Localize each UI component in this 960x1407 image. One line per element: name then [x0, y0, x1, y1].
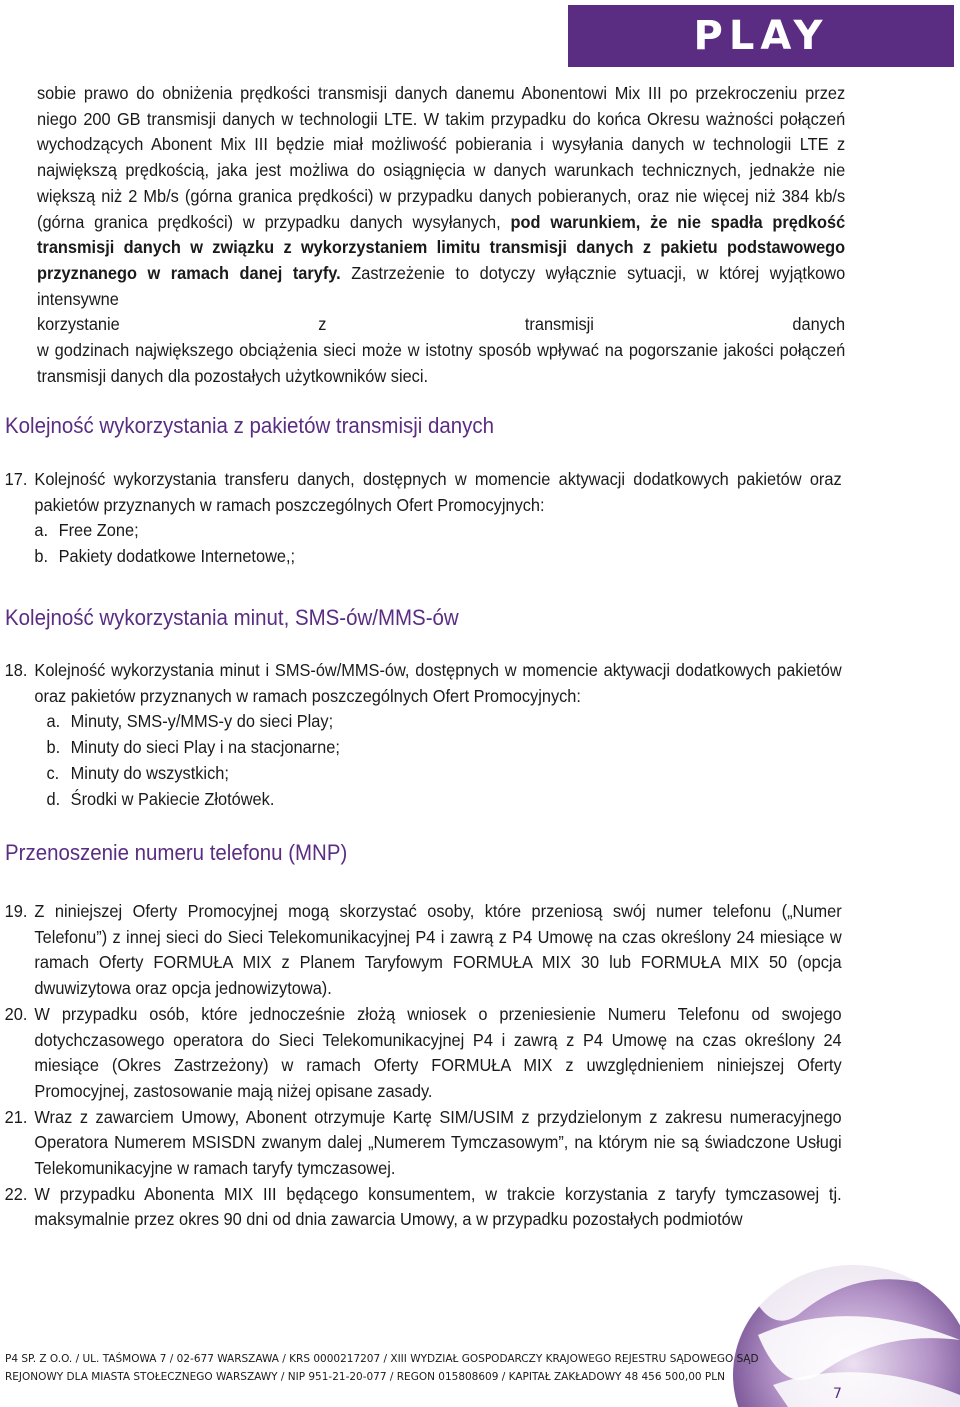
list-item	[0, 1002, 842, 1105]
item-number: 17.	[4, 469, 28, 489]
sub-letter: b.	[34, 546, 49, 567]
section-heading-minutes-order: Kolejność wykorzystania minut, SMS-ów/MMS-ów	[5, 605, 459, 630]
intro-text-1: sobie prawo do obniżenia prędkości transmisji danych danemu Abonentowi Mix III po przekroczeniu przez niego 200 GB transmisji danych w technologii LTE. W takim przypadku do końca Okresu ważności połączeń wychodzących Abonent Mix III będzie miał możliwość pobierania i wysyłania danych w technologii LTE z największą prędkością, jaka jest możliwa do osiągnięcia w danych warunkach technicznych, jednakże nie większą niż 2 Mb/s (górna granica prędkości) w przypadku danych pobieranych, oraz nie więcej niż 384 kb/s (górna granica prędkości) w przypadku danych wysyłanych,	[37, 83, 846, 232]
item-text: W przypadku osób, które jednocześnie złożą wniosek o przeniesienie Numeru Telefonu od swojego dotychczasowego operatora do Sieci Telekomunikacyjnej P4 i zawrą z P4 Umowę na czas określony 24 miesiące (Okres Zastrzeżony) w ramach Oferty FORMUŁA MIX z uwzględnieniem niniejszej Oferty Promocyjnej, zastosowanie mają niżej opisane zasady.	[34, 1003, 842, 1101]
footer-line: P4 SP. Z O.O. / UL. TAŚMOWA 7 / 02-677 WARSZAWA / KRS 0000217207 / XIII WYDZIAŁ GOSPODARCZY KRAJOWEGO REJESTRU SĄDOWEGO SĄD	[5, 1353, 759, 1365]
footer	[5, 1350, 865, 1386]
section-mnp	[0, 899, 842, 1233]
spread-word: korzystanie	[37, 314, 120, 335]
section-data-order	[0, 467, 842, 570]
section-heading-mnp: Przenoszenie numeru telefonu (MNP)	[5, 840, 348, 865]
sub-text: Minuty do sieci Play i na stacjonarne;	[70, 737, 340, 758]
sub-letter: c.	[46, 762, 60, 783]
page-number: 7	[833, 1386, 842, 1402]
sub-text: Free Zone;	[58, 520, 139, 541]
sub-letter: d.	[46, 788, 61, 809]
item-text: W przypadku Abonenta MIX III będącego konsumentem, w trakcie korzystania z taryfy tymczasowej tj. maksymalnie przez okres 90 dni od dnia zawarcia Umowy, a w przypadku pozostałych podmiotów	[34, 1183, 842, 1230]
sub-item	[34, 709, 841, 735]
spread-word: transmisji	[524, 314, 594, 335]
footer-line: REJONOWY DLA MIASTA STOŁECZNEGO WARSZAWY / NIP 951-21-20-077 / REGON 015808609 / KAPITAŁ ZAKŁADOWY 48 456 500,00 PLN	[5, 1371, 725, 1383]
section-heading-data-order: Kolejność wykorzystania z pakietów transmisji danych	[5, 413, 494, 438]
sub-item	[34, 787, 841, 813]
sub-letter: b.	[46, 737, 61, 758]
intro-bold-text: pod warunkiem, że nie spadła prędkość transmisji danych w związku z wykorzystaniem limitu transmisji danych z pakietu podstawowego przyznanego w ramach danej taryfy.	[37, 211, 846, 283]
sub-text: Minuty do wszystkich;	[70, 762, 229, 783]
logo-text: PLAY	[693, 13, 829, 59]
list-item	[0, 658, 842, 812]
spread-word: z	[318, 314, 327, 335]
spread-word: danych	[792, 314, 846, 335]
intro-text-2: Zastrzeżenie to dotyczy wyłącznie sytuacji, w której wyjątkowo intensywne	[37, 262, 846, 309]
section-minutes-order	[0, 658, 842, 812]
list-item	[0, 1182, 842, 1233]
intro-paragraph	[37, 81, 845, 389]
sub-text: Minuty, SMS-y/MMS-y do sieci Play;	[70, 711, 334, 732]
item-text: Kolejność wykorzystania minut i SMS-ów/MMS-ów, dostępnych w momencie aktywacji dodatkowych pakietów oraz pakietów przyznanych w ramach poszczególnych Ofert Promocyjnych:	[34, 660, 842, 706]
item-number: 20.	[4, 1003, 28, 1024]
list-item	[0, 899, 842, 1002]
list-item	[0, 467, 842, 570]
intro-spread-line	[37, 312, 845, 338]
list-item	[0, 1105, 842, 1182]
item-text: Wraz z zawarciem Umowy, Abonent otrzymuje Kartę SIM/USIM z przydzielonym z zakresu numeracyjnego Operatora Numerem MSISDN zwanym dalej „Numerem Tymczasowym”, na którym nie są świadczone Usługi Telekomunikacyjne w ramach taryfy tymczasowej.	[34, 1106, 842, 1179]
sub-text: Środki w Pakiecie Złotówek.	[70, 788, 275, 809]
intro-text-3: w godzinach największego obciążenia sieci może w istotny sposób wpływać na pogorszanie jakości połączeń transmisji danych dla pozostałych użytkowników sieci.	[37, 340, 846, 386]
sub-item	[34, 761, 841, 787]
sub-letter: a.	[34, 520, 49, 541]
sub-text: Pakiety dodatkowe Internetowe,;	[58, 546, 296, 567]
sub-item	[34, 544, 841, 570]
sub-item	[34, 518, 841, 544]
play-logo	[568, 5, 954, 67]
item-text: Z niniejszej Oferty Promocyjnej mogą skorzystać osoby, które przeniosą swój numer telefonu („Numer Telefonu”) z innej sieci do Sieci Telekomunikacyjnej P4 i zawrą z P4 Umowę na czas określony 24 miesiące w ramach Oferty FORMUŁA MIX z Planem Taryfowym FORMUŁA MIX 30 lub FORMUŁA MIX 50 (opcja dwuwizytowa oraz opcja jednowizytowa).	[34, 901, 842, 999]
item-text: Kolejność wykorzystania transferu danych, dostępnych w momencie aktywacji dodatkowych pakietów oraz pakietów przyznanych w ramach poszczególnych Ofert Promocyjnych:	[34, 469, 842, 515]
sub-letter: a.	[46, 711, 61, 732]
item-number: 18.	[4, 660, 28, 680]
sub-item	[34, 735, 841, 761]
item-number: 19.	[4, 901, 28, 921]
item-number: 21.	[4, 1106, 28, 1127]
item-number: 22.	[4, 1183, 28, 1204]
